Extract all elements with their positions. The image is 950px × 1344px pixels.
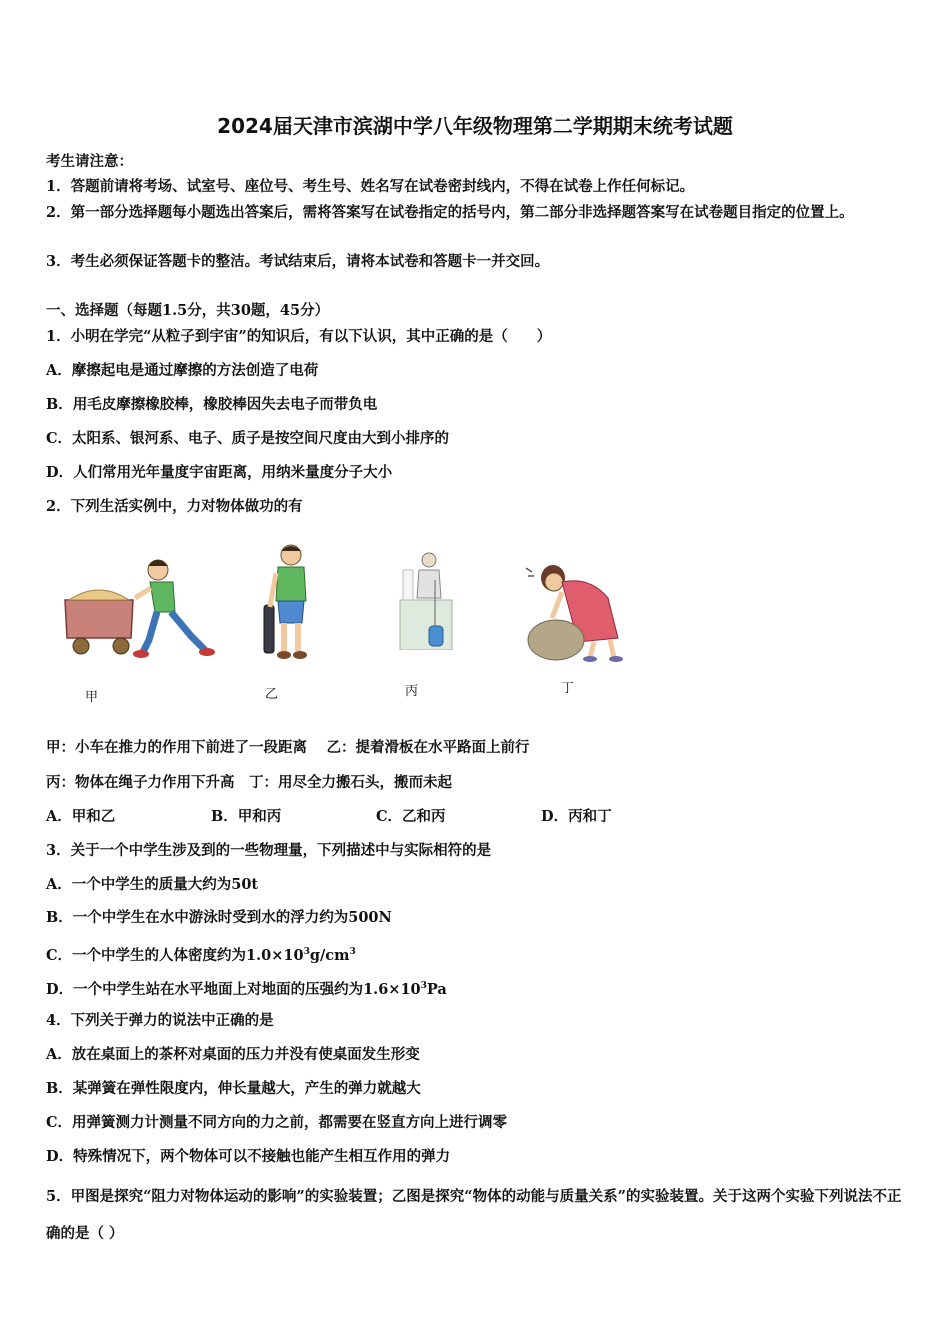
figure-label-yi: 乙 bbox=[265, 687, 279, 702]
notice-item-3: 3．考生必须保证答题卡的整洁。考试结束后，请将本试卷和答题卡一并交回。 bbox=[46, 253, 550, 270]
q5-stem: 5．甲图是探究“阻力对物体运动的影响”的实验装置；乙图是探究“物体的动能与质量关系”的实验装置。关于这两个实验下列说法不正确的是（ ） bbox=[46, 1188, 902, 1242]
notice-heading: 考生请注意： bbox=[46, 153, 133, 170]
figure-yi-carry-skateboard bbox=[258, 543, 323, 665]
figure-jia-cart-push bbox=[55, 540, 220, 665]
q1-option-d: D．人们常用光年量度宇宙距离，用纳米量度分子大小 bbox=[46, 464, 393, 481]
q2-option-c: C．乙和丙 bbox=[376, 808, 446, 825]
q2-description-2: 丙：物体在绳子力作用下升高 丁：用尽全力搬石头，搬而未起 bbox=[46, 774, 452, 791]
figure-label-jia: 甲 bbox=[85, 690, 99, 705]
q1-option-b: B．用毛皮摩擦橡胶棒，橡胶棒因失去电子而带负电 bbox=[46, 396, 378, 413]
q4-option-c: C．用弹簧测力计测量不同方向的力之前，都需要在竖直方向上进行调零 bbox=[46, 1114, 508, 1131]
q2-option-b: B．甲和丙 bbox=[211, 808, 282, 825]
notice-item-2: 2．第一部分选择题每小题选出答案后，需将答案写在试卷指定的括号内，第二部分非选择题答案写在试卷题目指定的位置上。 bbox=[46, 204, 854, 221]
q1-option-c: C．太阳系、银河系、电子、质子是按空间尺度由大到小排序的 bbox=[46, 430, 450, 447]
q2-stem: 2．下列生活实例中，力对物体做功的有 bbox=[46, 498, 303, 515]
section-heading: 一、选择题（每题1.5分，共30题，45分） bbox=[46, 302, 330, 319]
q1-stem: 1．小明在学完“从粒子到宇宙”的知识后，有以下认识，其中正确的是（ ） bbox=[46, 328, 552, 345]
figure-bing-rope-lift bbox=[395, 550, 455, 650]
q3-option-c: C．一个中学生的人体密度约为$1.0\times 10^3g/cm^3$ bbox=[46, 946, 356, 964]
figure-label-bing: 丙 bbox=[405, 684, 419, 699]
q4-option-a: A．放在桌面上的茶杯对桌面的压力并没有使桌面发生形变 bbox=[46, 1046, 420, 1063]
q4-option-b: B．某弹簧在弹性限度内，伸长量越大，产生的弹力就越大 bbox=[46, 1080, 421, 1097]
figure-label-ding: 丁 bbox=[561, 681, 575, 696]
figure-ding-push-stone bbox=[518, 558, 628, 663]
q2-description-1: 甲：小车在推力的作用下前进了一段距离 乙：提着滑板在水平路面上前行 bbox=[46, 739, 530, 756]
q2-options bbox=[46, 807, 612, 827]
q3-option-b: B．一个中学生在水中游泳时受到水的浮力约为500N bbox=[46, 909, 392, 926]
q3-stem: 3．关于一个中学生涉及到的一些物理量，下列描述中与实际相符的是 bbox=[46, 842, 492, 859]
q3-option-a: A．一个中学生的质量大约为50t bbox=[46, 876, 259, 893]
q2-option-d: D．丙和丁 bbox=[541, 808, 612, 825]
q4-stem: 4．下列关于弹力的说法中正确的是 bbox=[46, 1012, 274, 1029]
q2-option-a: A．甲和乙 bbox=[46, 808, 116, 825]
notice-item-1: 1．答题前请将考场、试室号、座位号、考生号、姓名写在试卷密封线内，不得在试卷上作任何标记。 bbox=[46, 178, 695, 195]
exam-title: 2024届天津市滨湖中学八年级物理第二学期期末统考试题 bbox=[217, 114, 733, 138]
q4-option-d: D．特殊情况下，两个物体可以不接触也能产生相互作用的弹力 bbox=[46, 1148, 451, 1165]
q1-option-a: A．摩擦起电是通过摩擦的方法创造了电荷 bbox=[46, 362, 319, 379]
q3-option-d: D．一个中学生站在水平地面上对地面的压强约为$1.6\times 10^3Pa$ bbox=[46, 980, 447, 998]
